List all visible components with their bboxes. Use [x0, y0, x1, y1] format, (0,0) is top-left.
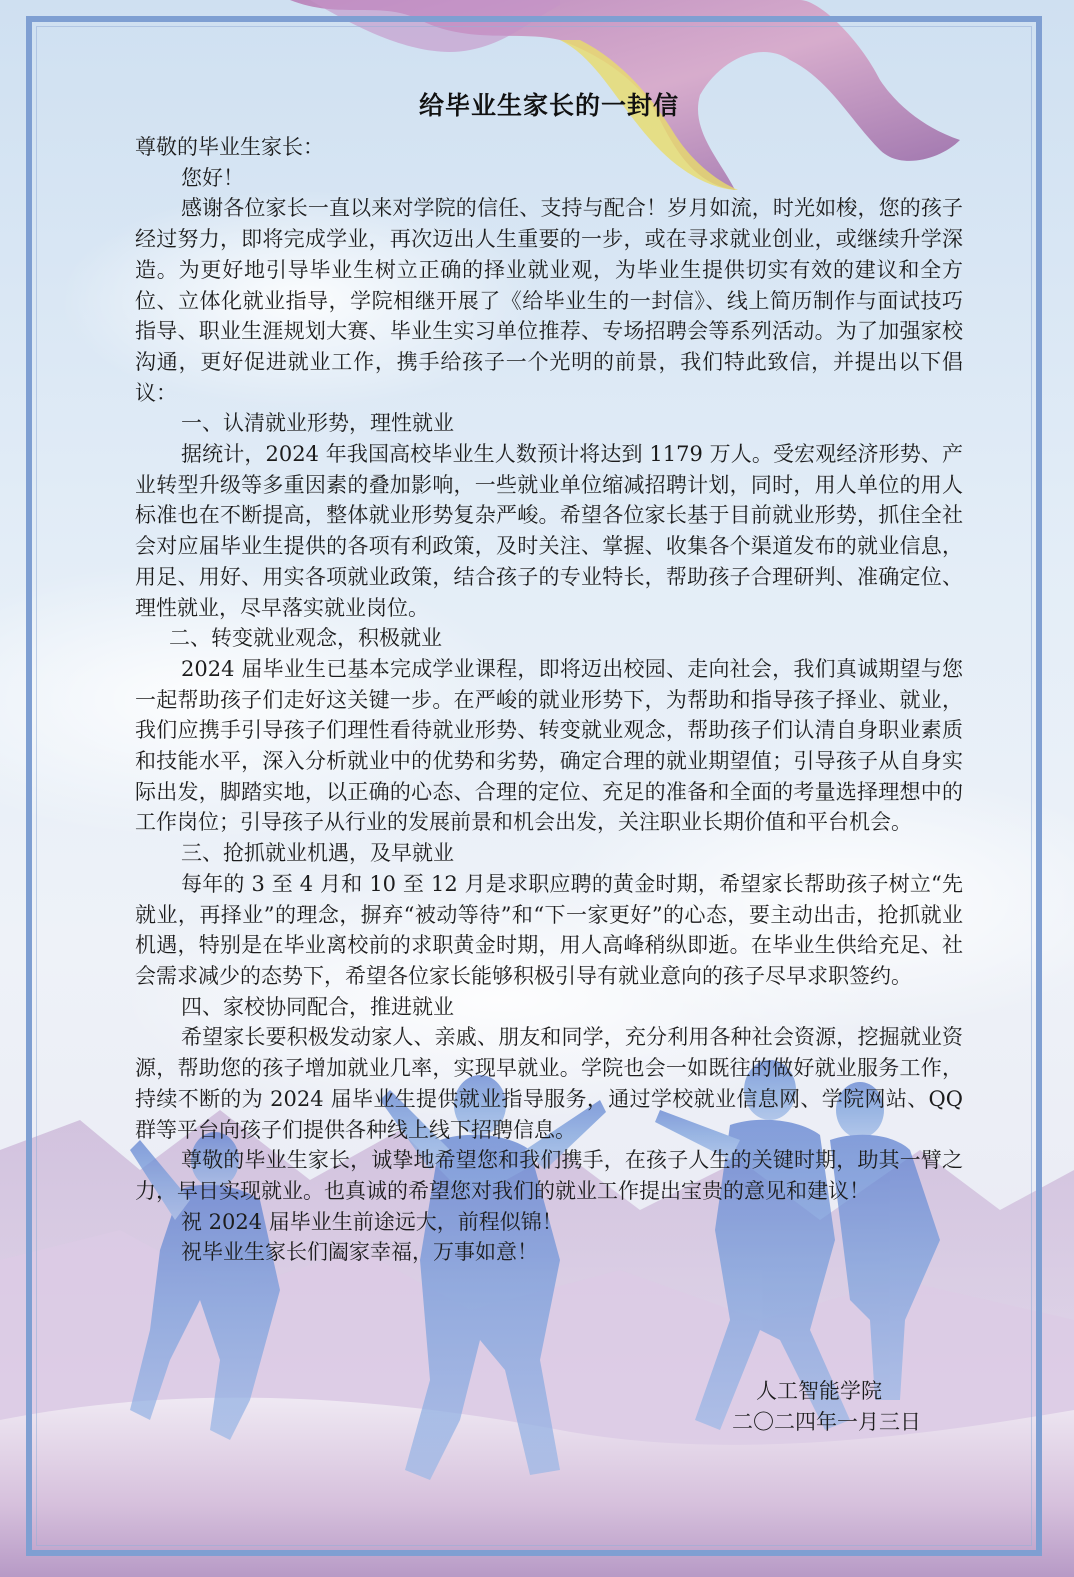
wish-parents: 祝毕业生家长们阖家幸福，万事如意！: [181, 1240, 538, 1265]
greeting: 您好！: [181, 165, 244, 190]
letter-title: 给毕业生家长的一封信: [418, 91, 679, 120]
section-body-3: 每年的 3 至 4 月和 10 至 12 月是求职应聘的黄金时期，希望家长帮助孩子树立“先就业，再择业”的理念，摒弃“被动等待”和“下一家更好”的心态，要主动出击，抢抓就业机遇，特别是在毕业离校前的求职黄金时期，用人高峰稍纵即逝。在毕业生供给充足、社会需求减少的态势下，希望各位家长能够积极引导有就业意向的孩子尽早求职签约。: [135, 871, 963, 988]
intro-paragraph: 感谢各位家长一直以来对学院的信任、支持与配合！岁月如流，时光如梭，您的孩子经过努力，即将完成学业，再次迈出人生重要的一步，或在寻求就业创业，或继续升学深造。为更好地引导毕业生树立正确的择业就业观，为毕业生提供切实有效的建议和全方位、立体化就业指导，学院相继开展了《给毕业生的一封信》、线上简历制作与面试技巧指导、职业生涯规划大赛、毕业生实习单位推荐、专场招聘会等系列活动。为了加强家校沟通，更好促进就业工作，携手给孩子一个光明的前景，我们特此致信，并提出以下倡议：: [135, 196, 963, 405]
section-heading-4: 四、家校协同配合，推进就业: [181, 994, 454, 1019]
closing-paragraph: 尊敬的毕业生家长，诚挚地希望您和我们携手，在孩子人生的关键时期，助其一臂之力，早日实现就业。也真诚的希望您对我们的就业工作提出宝贵的意见和建议！: [135, 1148, 963, 1203]
section-body-1: 据统计，2024 年我国高校毕业生人数预计将达到 1179 万人。受宏观经济形势、产业转型升级等多重因素的叠加影响，一些就业单位缩减招聘计划，同时，用人单位的用人标准也在不断提高，整体就业形势复杂严峻。希望各位家长基于目前就业形势，抓住全社会对应届毕业生提供的各项有利政策，及时关注、掌握、收集各个渠道发布的就业信息，用足、用好、用实各项就业政策，结合孩子的专业特长，帮助孩子合理研判、准确定位、理性就业，尽早落实就业岗位。: [135, 442, 963, 620]
section-heading-3: 三、抢抓就业机遇，及早就业: [181, 841, 454, 866]
section-body-2: 2024 届毕业生已基本完成学业课程，即将迈出校园、走向社会，我们真诚期望与您一起帮助孩子们走好这关键一步。在严峻的就业形势下，为帮助和指导孩子择业、就业，我们应携手引导孩子们理性看待就业形势、转变就业观念，帮助孩子们认清自身职业素质和技能水平，深入分析就业中的优势和劣势，确定合理的就业期望值；引导孩子从自身实际出发，脚踏实地，以正确的心态、合理的定位、充足的准备和全面的考量选择理想中的工作岗位；引导孩子从行业的发展前景和机会出发，关注职业长期价值和平台机会。: [135, 656, 963, 835]
section-body-4: 希望家长要积极发动家人、亲戚、朋友和同学，充分利用各种社会资源，挖掘就业资源，帮助您的孩子增加就业几率，实现早就业。学院也会一如既往的做好就业服务工作，持续不断的为 2024 届毕业生提供就业指导服务，通过学校就业信息网、学院网站、QQ 群等平台向孩子们提供各种线上线下招聘信息。: [135, 1025, 963, 1142]
section-heading-2: 二、转变就业观念，积极就业: [169, 626, 442, 651]
letter-date: 二〇二四年一月三日: [732, 1410, 921, 1434]
wish-graduates: 祝 2024 届毕业生前途远大，前程似锦！: [181, 1209, 563, 1234]
section-heading-1: 一、认清就业形势，理性就业: [181, 411, 454, 436]
salutation: 尊敬的毕业生家长：: [135, 135, 324, 159]
signature: 人工智能学院: [756, 1379, 882, 1403]
letter-body: [135, 86, 963, 1268]
